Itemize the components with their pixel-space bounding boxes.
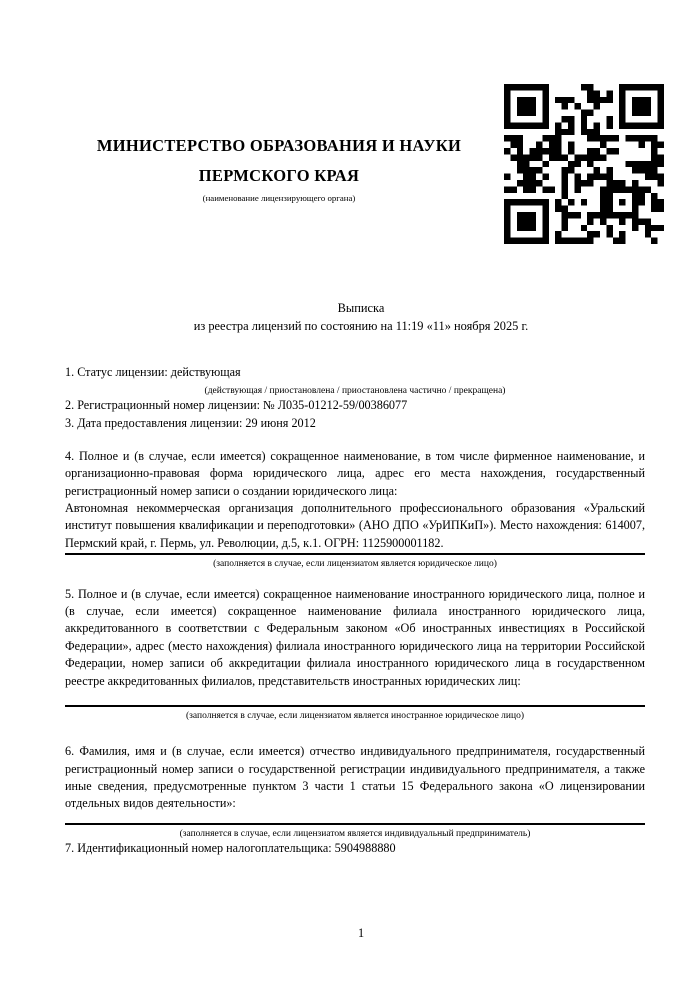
divider-line [65, 553, 645, 555]
foreign-entity-label: 5. Полное и (в случае, если имеется) сокращенное наименование иностранного юридического лица, полное и (в случае, если имеется) сокращенное наименование филиала иностранного юридического лица, аккредитованного в соответствии с Федеральным законом «Об иностранных инвестициях в Российской Федерации», адрес (место нахождения) филиала иностранного юридического лица на территории Российской Федерации, номер записи об аккредитации филиала иностранного юридического лица в государственном реестре аккредитованных филиалов, представительств иностранных юридических лиц: [65, 586, 645, 688]
divider-line [65, 705, 645, 707]
document-body [65, 364, 645, 857]
title-line1: Выписка [337, 301, 385, 315]
legal-entity-section [65, 448, 645, 570]
title-line2: из реестра лицензий по состоянию на 11:19 «11» ноября 2025 г. [193, 319, 529, 333]
license-grant-date: 3. Дата предоставления лицензии: 29 июня 2012 [65, 415, 316, 430]
qr-code-icon [504, 84, 664, 244]
ministry-header [49, 131, 509, 204]
taxpayer-id: 7. Идентификационный номер налогоплательщика: 5904988880 [65, 840, 396, 855]
individual-entrepreneur-section [65, 743, 645, 840]
legal-entity-caption: (заполняется в случае, если лицензиатом является юридическое лицо) [213, 559, 497, 570]
licensing-authority-caption: (наименование лицензирующего органа) [202, 193, 356, 203]
ministry-name-line1: МИНИСТЕРСТВО ОБРАЗОВАНИЯ И НАУКИ [96, 136, 462, 155]
divider-line [65, 823, 645, 825]
page-number: 1 [357, 926, 365, 940]
foreign-entity-caption: (заполняется в случае, если лицензиатом является иностранное юридическое лицо) [186, 711, 524, 722]
license-registration-number: 2. Регистрационный номер лицензии: № Л035-01212-59/00386077 [65, 398, 408, 413]
document-title [65, 299, 657, 335]
individual-entrepreneur-label: 6. Фамилия, имя и (в случае, если имеется) отчество индивидуального предпринимателя, государственный регистрационный номер записи о государственной регистрации индивидуального предпринимателя, а также иные сведения, предусмотренные пунктом 3 части 1 статьи 15 Федерального закона «О лицензировании отдельных видов деятельности»: [65, 744, 645, 811]
license-status-options-caption: (действующая / приостановлена / приостановлена частично / прекращена) [204, 386, 506, 397]
foreign-entity-section [65, 586, 645, 722]
ministry-name-line2: ПЕРМСКОГО КРАЯ [198, 166, 360, 185]
license-status: 1. Статус лицензии: действующая [65, 365, 241, 379]
legal-entity-label: 4. Полное и (в случае, если имеется) сокращенное наименование, в том числе фирменное наименование, и организационно-правовая форма юридического лица, адрес его места нахождения, государственный регистрационный номер записи о создании юридического лица: [65, 448, 645, 498]
individual-entrepreneur-caption: (заполняется в случае, если лицензиатом является индивидуальный предприниматель) [179, 828, 531, 839]
legal-entity-value: Автономная некоммерческая организация дополнительного профессионального образования «Уральский институт повышения квалификации и переподготовки» (АНО ДПО «УрИПКиП»). Место нахождения: 614007, Пермский край, г. Пермь, ул. Революции, д.5, к.1. ОГРН: 1125900001182. [65, 500, 645, 550]
